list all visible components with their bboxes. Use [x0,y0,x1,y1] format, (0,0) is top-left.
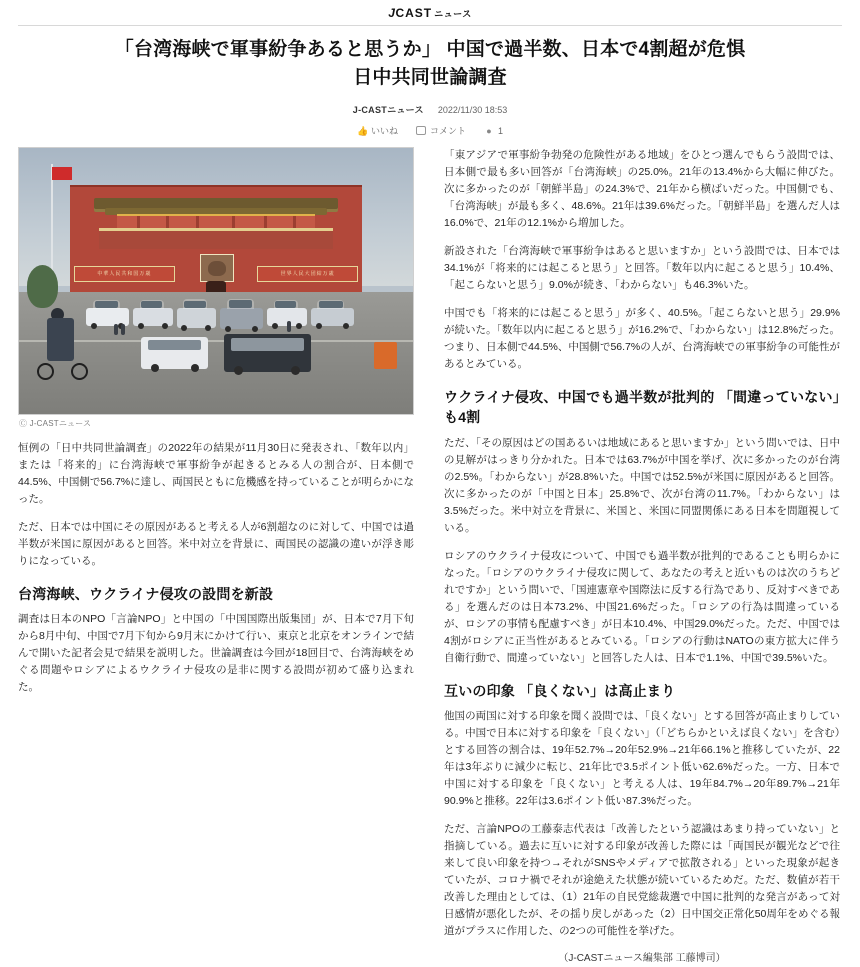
paragraph: 調査は日本のNPO「言論NPO」と中国の「中国国際出版集団」が、日本で7月下旬から8月中旬、中国で7月下旬から9月末にかけて行い、東京と北京をオンラインで結んで開いた記者会見で結果を説明した。世論調査は今回が18回目で、台湾海峡をめぐる問題やロシアによるウクライナ侵攻の是非に関する設問が初めて盛り込まれた。 [18,613,414,694]
logo-j-text: J [388,6,396,20]
logo-news-text: ニュース [434,9,472,19]
comment-icon [416,126,426,135]
page-title [18,36,842,91]
share-count: 1 [498,125,504,136]
paragraph: 中国でも「将来的には起こると思う」が多く、40.5%。「起こらないと思う」29.9%が続いた。「数年以内に起こると思う」が16.2%で、「わからない」は12.8%だった。つまり、日本側で44.5%、中国側で56.7%の人が、台湾海峡での軍事紛争の可能性があるとみている。 [444,307,840,371]
paragraph: ただ、日本では中国にその原因があると考える人が6割超なのに対して、中国では過半数が米国に原因があると回答。米中対立を背景に、両国民の認識の違いが浮き彫りになっている。 [18,521,414,568]
paragraph: ただ、「その原因はどの国あるいは地域にあると思いますか」という問いでは、日中の見解がはっきり分かれた。日本では63.7%が中国を挙げ、次に多かったのが台湾の2.5%。「わからない」が28.8%いた。中国では52.5%が米国に原因があると回答。次に多かったのが「中国と日本」25.8%で、次が台湾の11.7%。「わからない」は3.5%だった。米中対立を背景に、米国と、米国に同盟関係にある日本を問題視している。 [444,436,840,534]
byline-date: 2022/11/30 18:53 [437,104,508,115]
paragraph: 「東アジアで軍事紛争勃発の危険性がある地域」をひとつ選んでもらう設問では、日本側で最も多い回答が「台湾海峡」の25.0%。21年の13.4%から大幅に伸びた。次に多かったのが「朝鮮半島」の24.3%で、21年から横ばいだった。中国側でも、「台湾海峡」が最も多く、48.6%。21年は39.6%だった。「朝鮮半島」を選んだ人は16.0%で、21年の12.1%から増加した。 [444,149,840,230]
paragraph: ロシアのウクライナ侵攻について、中国でも過半数が批判的であることも明らかになった。「ロシアのウクライナ侵攻に関して、あなたの考えと近いものは次のうちどれですか」という問いで、「国連憲章や国際法に反する行為であり、反対すべきである」を選んだのは日本73.2%、中国21.6%だった。「ロシアの行為は間違っているが、ロシアの事情も配慮すべき」が日本10.4%、中国29.0%だった。ただ、中国では4割がロシアに正当性があるとみている。「ロシアの行動はNATOの東方拡大に伴う自衛行動で、間違っていない」と回答した人は、日本で1.1%、中国で39.5%いた。 [444,549,840,664]
photo-caption: Ⓒ J-CASTニュース [19,419,92,429]
byline [18,103,842,116]
share-button[interactable] [484,126,503,136]
site-header [18,0,842,23]
thumbs-up-icon: 👍 [356,125,369,136]
banner-right: 世界人民大団結万歳 [257,266,358,281]
logo-cast-text: CAST [395,6,433,20]
section-heading: 互いの印象 「良くない」は高止まり [444,682,676,699]
paragraph: 他国の両国に対する印象を聞く設問では、「良くない」とする回答が高止まりしている。中国で日本に対する印象を「良くない」（「どちらかといえば良くない」を含む）とする回答の割合は、19年52.7%→20年52.9%→21年66.1%と推移していたが、22年は3年ぶりに減少に転じ、21年比で3.5ポイント低い62.6%だった。一方、日本で中国に対する印象を「良くない」と考える人は、19年84.7%→20年89.7%→21年90.9%と推移。22年は3.6ポイント低い87.3%だった。 [444,709,840,807]
header-divider [18,25,842,26]
comment-label: コメント [429,126,466,137]
byline-source: J-CASTニュース [352,105,424,116]
like-label: いいね [370,126,398,137]
gate-portrait [200,254,234,281]
paragraph: ただ、言論NPOの工藤泰志代表は「改善したという認識はあまり持っていない」と指摘している。過去に互いに対する印象が改善した際には「両国民が観光などで往来して良い印象を持つ→それがSNSやメディアで拡散される」といった現象が起きていたが、コロナ禍でそれが途絶えた状態が続いているためだ。ただ、数値が若干改善した理由としては、（1）21年の自民党総裁選で中国に批判的な発言があって対日感情が悪化したが、その揺り戻しがあった（2）日中国交正常化50周年をめぐる報道がプラスに作用した、の2つの可能性を挙げた。 [444,822,840,937]
comment-button[interactable] [416,124,466,137]
paragraph: 恒例の「日中共同世論調査」の2022年の結果が11月30日に発表され、「数年以内」または「将来的」に台湾海峡で軍事紛争が起きるとみる人の割合が、日本側で44.5%、中国側で56.7%に達し、両国民ともに危機感を持っていることが明らかになった。 [18,442,414,506]
section-heading: 台湾海峡、ウクライナ侵攻の設問を新設 [18,586,274,603]
tiananmen-photo [18,147,414,415]
left-column [18,147,414,967]
jcast-logo[interactable] [388,6,471,20]
headline-line-1: 「台湾海峡で軍事紛争あると思うか」 中国で過半数、日本で4割超が危惧 [114,39,746,60]
right-column [444,147,840,967]
banner-left: 中華人民共和国万歳 [74,266,175,281]
section-heading: ウクライナ侵攻、中国でも過半数が批判的 「間違っていない」も4割 [444,389,840,426]
paragraph: 新設された「台湾海峡で軍事紛争はあると思いますか」という設問では、日本では34.1%が「将来的には起こると思う」と回答。「数年以内に起こると思う」10.4%、「起こらないと思う」9.0%が続き、「わからない」も46.3%いた。 [444,245,840,292]
social-actions [18,124,842,137]
article-footer-credit: （J-CASTニュース編集部 工藤博司） [558,952,726,964]
share-icon: ● [486,125,492,136]
headline-line-2: 日中共同世論調査 [353,66,507,88]
article-body [18,147,842,967]
like-button[interactable] [357,124,398,137]
article-photo-wrapper [18,147,414,431]
